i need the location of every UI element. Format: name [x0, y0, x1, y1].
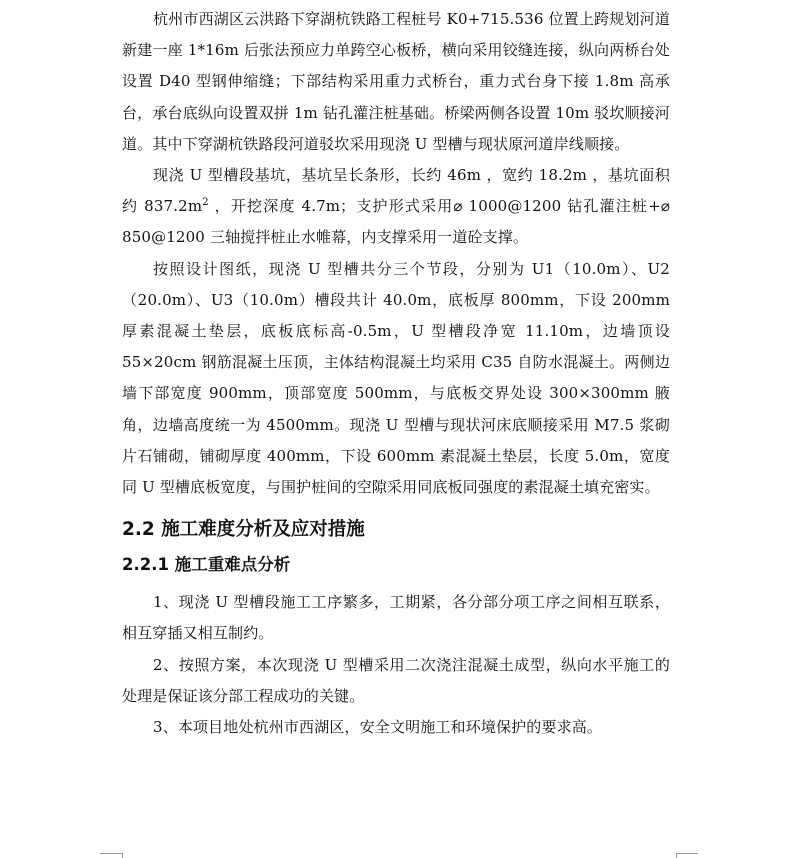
document-body — [122, 4, 670, 743]
paragraph-bridge-description: 杭州市西湖区云洪路下穿湖杭铁路工程桩号 K0+715.536 位置上跨规划河道新建一座 1*16m 后张法预应力单跨空心板桥，横向采用铰缝连接，纵向两桥台处设置 D40 型钢伸缩缝；下部结构采用重力式桥台，重力式台身下接 1.8m 高承台，承台底纵向设置双拼 1m 钻孔灌注桩基础。桥梁两侧各设置 10m 驳坎顺接河道。其中下穿湖杭铁路段河道驳坎采用现浇 U 型槽与现状原河道岸线顺接。 — [122, 10, 670, 153]
pit-text-before: 现浇 U 型槽段基坑，基坑呈长条形，长约 46m ，宽约 18.2m ，基坑面积约 837.2m — [122, 166, 670, 216]
difficulty-item-3: 3、本项目地处杭州市西湖区，安全文明施工和环境保护的要求高。 — [153, 718, 603, 737]
paragraph-u-channel-design: 按照设计图纸，现浇 U 型槽共分三个节段，分别为 U1（10.0m）、U2（20.0m）、U3（10.0m）槽段共计 40.0m，底板厚 800mm，下设 200mm 厚素混凝土垫层，底板底标高-0.5m，U 型槽段净宽 11.10m，边墙顶设 55×20cm 钢筋混凝土压顶，主体结构混凝土均采用 C35 自防水混凝土。两侧边墙下部宽度 900mm，顶部宽度 500mm，与底板交界处设 300×300mm 腋角，边墙高度统一为 4500mm。现浇 U 型槽与现状河床底顺接采用 M7.5 浆砌片石铺砌，铺砌厚度 400mm，下设 600mm 素混凝土垫层，长度 5.0m，宽度同 U 型槽底板宽度，与围护桩间的空隙采用同底板同强度的素混凝土填充密实。 — [122, 259, 670, 497]
margin-corner-mark-right — [676, 853, 698, 854]
subsection-heading: 2.2.1 施工重难点分析 — [122, 555, 291, 575]
pit-text-after: ，开挖深度 4.7m；支护形式采用⌀ 1000@1200 钻孔灌注桩+⌀ 850@1200 三轴搅拌桩止水帷幕，内支撑采用一道砼支撑。 — [122, 197, 670, 247]
margin-corner-tick-right — [676, 853, 677, 858]
area-unit-superscript: 2 — [202, 197, 209, 209]
paragraph-pit-description — [122, 160, 670, 254]
difficulty-item-1: 1、现浇 U 型槽段施工工序繁多，工期紧，各分部分项工序之间相互联系，相互穿插又相互制约。 — [122, 593, 670, 643]
difficulty-item-2: 2、按照方案，本次现浇 U 型槽采用二次浇注混凝土成型，纵向水平施工的处理是保证该分部工程成功的关键。 — [122, 655, 670, 705]
margin-corner-mark-left — [100, 853, 122, 854]
margin-corner-tick-left — [122, 853, 123, 858]
section-heading: 2.2 施工难度分析及应对措施 — [122, 519, 365, 541]
